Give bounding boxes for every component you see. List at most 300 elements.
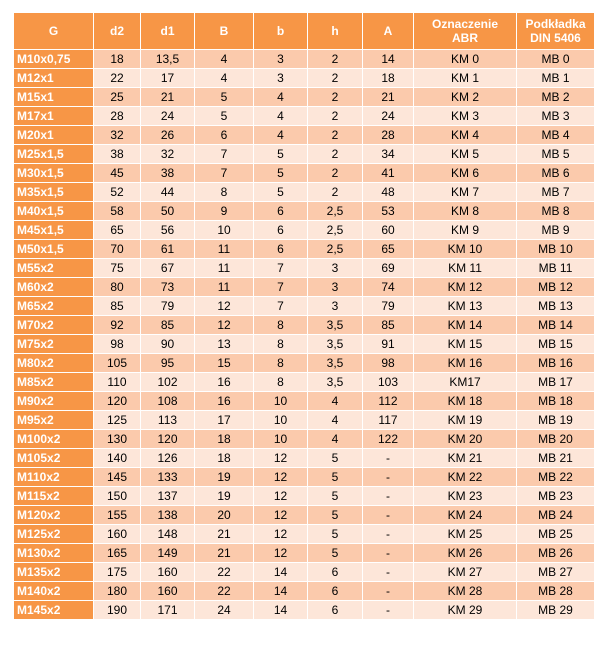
cell-g-thread: M100x2: [14, 430, 94, 449]
cell-A: 60: [363, 221, 414, 240]
cell-B: 7: [195, 145, 254, 164]
header-B: B: [195, 13, 254, 50]
cell-h: 2,5: [308, 240, 363, 259]
cell-d1: 120: [141, 430, 195, 449]
cell-A: 112: [363, 392, 414, 411]
cell-d2: 165: [94, 544, 141, 563]
cell-d2: 92: [94, 316, 141, 335]
cell-B: 7: [195, 164, 254, 183]
cell-din-washer: MB 24: [517, 506, 595, 525]
cell-d2: 28: [94, 107, 141, 126]
cell-abr-designation: KM 27: [414, 563, 517, 582]
cell-din-washer: MB 4: [517, 126, 595, 145]
table-row: [14, 392, 595, 411]
cell-A: 18: [363, 69, 414, 88]
cell-g-thread: M65x2: [14, 297, 94, 316]
cell-abr-designation: KM 18: [414, 392, 517, 411]
cell-abr-designation: KM17: [414, 373, 517, 392]
cell-g-thread: M95x2: [14, 411, 94, 430]
cell-d2: 80: [94, 278, 141, 297]
cell-A: 65: [363, 240, 414, 259]
cell-B: 5: [195, 107, 254, 126]
cell-h: 2: [308, 164, 363, 183]
cell-d2: 98: [94, 335, 141, 354]
cell-A: -: [363, 487, 414, 506]
cell-g-thread: M70x2: [14, 316, 94, 335]
cell-din-washer: MB 28: [517, 582, 595, 601]
cell-A: -: [363, 506, 414, 525]
cell-g-thread: M12x1: [14, 69, 94, 88]
cell-A: -: [363, 601, 414, 620]
cell-h: 3,5: [308, 316, 363, 335]
cell-abr-designation: KM 25: [414, 525, 517, 544]
cell-g-thread: M15x1: [14, 88, 94, 107]
cell-b: 12: [254, 525, 308, 544]
cell-B: 8: [195, 183, 254, 202]
cell-b: 7: [254, 259, 308, 278]
table-row: [14, 563, 595, 582]
cell-h: 5: [308, 506, 363, 525]
cell-abr-designation: KM 12: [414, 278, 517, 297]
cell-B: 12: [195, 297, 254, 316]
cell-g-thread: M20x1: [14, 126, 94, 145]
cell-b: 7: [254, 297, 308, 316]
cell-B: 24: [195, 601, 254, 620]
cell-d2: 45: [94, 164, 141, 183]
cell-din-washer: MB 10: [517, 240, 595, 259]
cell-din-washer: MB 8: [517, 202, 595, 221]
cell-d2: 125: [94, 411, 141, 430]
cell-B: 18: [195, 430, 254, 449]
cell-A: -: [363, 563, 414, 582]
cell-d1: 160: [141, 582, 195, 601]
cell-h: 5: [308, 525, 363, 544]
cell-A: 91: [363, 335, 414, 354]
cell-abr-designation: KM 14: [414, 316, 517, 335]
table-row: [14, 430, 595, 449]
cell-abr-designation: KM 9: [414, 221, 517, 240]
cell-g-thread: M130x2: [14, 544, 94, 563]
cell-abr-designation: KM 7: [414, 183, 517, 202]
cell-A: 53: [363, 202, 414, 221]
cell-B: 22: [195, 563, 254, 582]
cell-A: -: [363, 449, 414, 468]
cell-din-washer: MB 29: [517, 601, 595, 620]
table-row: [14, 145, 595, 164]
cell-h: 3: [308, 259, 363, 278]
table-row: [14, 69, 595, 88]
cell-d1: 102: [141, 373, 195, 392]
cell-abr-designation: KM 11: [414, 259, 517, 278]
cell-A: 85: [363, 316, 414, 335]
cell-d1: 148: [141, 525, 195, 544]
table-row: [14, 601, 595, 620]
cell-d2: 70: [94, 240, 141, 259]
cell-B: 5: [195, 88, 254, 107]
cell-h: 5: [308, 468, 363, 487]
cell-d1: 126: [141, 449, 195, 468]
table-row: [14, 525, 595, 544]
cell-din-washer: MB 16: [517, 354, 595, 373]
cell-h: 6: [308, 582, 363, 601]
cell-abr-designation: KM 26: [414, 544, 517, 563]
header-abr-line2: ABR: [452, 31, 478, 45]
cell-h: 3,5: [308, 373, 363, 392]
table-row: [14, 183, 595, 202]
cell-A: 21: [363, 88, 414, 107]
table-row: [14, 373, 595, 392]
cell-d1: 32: [141, 145, 195, 164]
cell-din-washer: MB 20: [517, 430, 595, 449]
cell-d2: 18: [94, 50, 141, 69]
cell-d2: 65: [94, 221, 141, 240]
cell-d1: 67: [141, 259, 195, 278]
table-row: [14, 297, 595, 316]
table-row: [14, 335, 595, 354]
cell-d1: 79: [141, 297, 195, 316]
table-row: [14, 544, 595, 563]
cell-A: -: [363, 525, 414, 544]
table-row: [14, 487, 595, 506]
table-row: [14, 202, 595, 221]
cell-b: 4: [254, 107, 308, 126]
cell-abr-designation: KM 2: [414, 88, 517, 107]
cell-d1: 171: [141, 601, 195, 620]
cell-g-thread: M110x2: [14, 468, 94, 487]
table-row: [14, 126, 595, 145]
cell-d2: 32: [94, 126, 141, 145]
cell-g-thread: M140x2: [14, 582, 94, 601]
cell-din-washer: MB 27: [517, 563, 595, 582]
cell-b: 8: [254, 316, 308, 335]
cell-abr-designation: KM 1: [414, 69, 517, 88]
cell-abr-designation: KM 22: [414, 468, 517, 487]
cell-b: 10: [254, 411, 308, 430]
cell-d1: 17: [141, 69, 195, 88]
table-row: [14, 240, 595, 259]
header-abr-designation: [414, 13, 517, 50]
cell-B: 4: [195, 50, 254, 69]
header-b: b: [254, 13, 308, 50]
cell-b: 6: [254, 202, 308, 221]
cell-d1: 61: [141, 240, 195, 259]
cell-g-thread: M90x2: [14, 392, 94, 411]
cell-din-washer: MB 12: [517, 278, 595, 297]
cell-A: 34: [363, 145, 414, 164]
cell-h: 3: [308, 278, 363, 297]
cell-din-washer: MB 17: [517, 373, 595, 392]
cell-g-thread: M17x1: [14, 107, 94, 126]
cell-h: 2,5: [308, 202, 363, 221]
cell-b: 12: [254, 449, 308, 468]
cell-B: 13: [195, 335, 254, 354]
cell-g-thread: M55x2: [14, 259, 94, 278]
cell-A: 69: [363, 259, 414, 278]
table-body: [14, 50, 595, 620]
cell-din-washer: MB 6: [517, 164, 595, 183]
cell-din-washer: MB 23: [517, 487, 595, 506]
header-row: [14, 13, 595, 50]
cell-b: 12: [254, 544, 308, 563]
cell-g-thread: M80x2: [14, 354, 94, 373]
cell-b: 4: [254, 88, 308, 107]
cell-h: 3: [308, 297, 363, 316]
table-row: [14, 88, 595, 107]
cell-d1: 38: [141, 164, 195, 183]
cell-B: 21: [195, 525, 254, 544]
cell-d2: 140: [94, 449, 141, 468]
cell-d1: 160: [141, 563, 195, 582]
cell-h: 6: [308, 563, 363, 582]
cell-B: 21: [195, 544, 254, 563]
cell-b: 6: [254, 240, 308, 259]
cell-B: 22: [195, 582, 254, 601]
header-din-line1: Podkładka: [525, 17, 586, 31]
cell-d2: 175: [94, 563, 141, 582]
cell-d1: 137: [141, 487, 195, 506]
cell-h: 2: [308, 183, 363, 202]
cell-d2: 105: [94, 354, 141, 373]
cell-din-washer: MB 25: [517, 525, 595, 544]
cell-abr-designation: KM 19: [414, 411, 517, 430]
cell-d1: 13,5: [141, 50, 195, 69]
cell-abr-designation: KM 6: [414, 164, 517, 183]
cell-b: 8: [254, 335, 308, 354]
cell-g-thread: M145x2: [14, 601, 94, 620]
cell-g-thread: M25x1,5: [14, 145, 94, 164]
cell-din-washer: MB 15: [517, 335, 595, 354]
cell-d2: 145: [94, 468, 141, 487]
cell-d1: 56: [141, 221, 195, 240]
table-row: [14, 582, 595, 601]
cell-B: 20: [195, 506, 254, 525]
cell-h: 4: [308, 411, 363, 430]
table-row: [14, 449, 595, 468]
cell-abr-designation: KM 4: [414, 126, 517, 145]
cell-A: 117: [363, 411, 414, 430]
cell-h: 2: [308, 145, 363, 164]
cell-B: 11: [195, 240, 254, 259]
cell-b: 12: [254, 506, 308, 525]
cell-A: 79: [363, 297, 414, 316]
cell-abr-designation: KM 21: [414, 449, 517, 468]
cell-b: 6: [254, 221, 308, 240]
table-row: [14, 259, 595, 278]
cell-A: 24: [363, 107, 414, 126]
cell-A: 41: [363, 164, 414, 183]
cell-A: 14: [363, 50, 414, 69]
cell-g-thread: M75x2: [14, 335, 94, 354]
cell-g-thread: M50x1,5: [14, 240, 94, 259]
cell-abr-designation: KM 15: [414, 335, 517, 354]
cell-din-washer: MB 9: [517, 221, 595, 240]
cell-abr-designation: KM 8: [414, 202, 517, 221]
cell-g-thread: M115x2: [14, 487, 94, 506]
header-d2: d2: [94, 13, 141, 50]
cell-B: 9: [195, 202, 254, 221]
header-d1: d1: [141, 13, 195, 50]
cell-b: 14: [254, 582, 308, 601]
cell-B: 15: [195, 354, 254, 373]
cell-g-thread: M105x2: [14, 449, 94, 468]
cell-abr-designation: KM 0: [414, 50, 517, 69]
cell-h: 3,5: [308, 335, 363, 354]
cell-h: 2: [308, 126, 363, 145]
cell-B: 11: [195, 278, 254, 297]
cell-A: -: [363, 544, 414, 563]
cell-d1: 50: [141, 202, 195, 221]
cell-h: 2: [308, 88, 363, 107]
cell-abr-designation: KM 20: [414, 430, 517, 449]
cell-h: 4: [308, 392, 363, 411]
cell-d1: 95: [141, 354, 195, 373]
header-h: h: [308, 13, 363, 50]
cell-b: 10: [254, 430, 308, 449]
cell-h: 5: [308, 544, 363, 563]
cell-b: 10: [254, 392, 308, 411]
cell-d1: 44: [141, 183, 195, 202]
cell-A: 48: [363, 183, 414, 202]
table-row: [14, 506, 595, 525]
cell-B: 16: [195, 373, 254, 392]
table-row: [14, 164, 595, 183]
cell-h: 5: [308, 487, 363, 506]
cell-h: 3,5: [308, 354, 363, 373]
table-row: [14, 354, 595, 373]
cell-din-washer: MB 11: [517, 259, 595, 278]
cell-h: 2,5: [308, 221, 363, 240]
cell-A: 122: [363, 430, 414, 449]
cell-B: 17: [195, 411, 254, 430]
cell-din-washer: MB 26: [517, 544, 595, 563]
cell-abr-designation: KM 29: [414, 601, 517, 620]
cell-A: 98: [363, 354, 414, 373]
cell-d2: 110: [94, 373, 141, 392]
cell-d1: 73: [141, 278, 195, 297]
cell-d1: 21: [141, 88, 195, 107]
header-A: A: [363, 13, 414, 50]
cell-b: 5: [254, 183, 308, 202]
cell-b: 5: [254, 145, 308, 164]
cell-B: 18: [195, 449, 254, 468]
cell-abr-designation: KM 16: [414, 354, 517, 373]
cell-din-washer: MB 14: [517, 316, 595, 335]
cell-B: 4: [195, 69, 254, 88]
cell-abr-designation: KM 10: [414, 240, 517, 259]
cell-h: 2: [308, 50, 363, 69]
cell-d2: 25: [94, 88, 141, 107]
cell-din-washer: MB 1: [517, 69, 595, 88]
cell-A: -: [363, 468, 414, 487]
cell-b: 12: [254, 468, 308, 487]
cell-g-thread: M45x1,5: [14, 221, 94, 240]
cell-A: -: [363, 582, 414, 601]
cell-g-thread: M125x2: [14, 525, 94, 544]
cell-A: 74: [363, 278, 414, 297]
cell-g-thread: M40x1,5: [14, 202, 94, 221]
cell-B: 10: [195, 221, 254, 240]
cell-g-thread: M35x1,5: [14, 183, 94, 202]
table-row: [14, 411, 595, 430]
table-header: [14, 13, 595, 50]
cell-abr-designation: KM 3: [414, 107, 517, 126]
cell-b: 4: [254, 126, 308, 145]
cell-B: 19: [195, 487, 254, 506]
cell-abr-designation: KM 5: [414, 145, 517, 164]
cell-h: 2: [308, 69, 363, 88]
cell-b: 12: [254, 487, 308, 506]
cell-abr-designation: KM 13: [414, 297, 517, 316]
table-row: [14, 316, 595, 335]
cell-d2: 150: [94, 487, 141, 506]
cell-din-washer: MB 2: [517, 88, 595, 107]
cell-d1: 133: [141, 468, 195, 487]
cell-g-thread: M135x2: [14, 563, 94, 582]
cell-din-washer: MB 7: [517, 183, 595, 202]
cell-b: 14: [254, 601, 308, 620]
table-row: [14, 278, 595, 297]
cell-d2: 38: [94, 145, 141, 164]
cell-h: 5: [308, 449, 363, 468]
cell-B: 19: [195, 468, 254, 487]
cell-d2: 52: [94, 183, 141, 202]
cell-din-washer: MB 19: [517, 411, 595, 430]
header-din-washer: [517, 13, 595, 50]
table-row: [14, 107, 595, 126]
cell-g-thread: M60x2: [14, 278, 94, 297]
cell-d2: 58: [94, 202, 141, 221]
cell-din-washer: MB 21: [517, 449, 595, 468]
table-row: [14, 468, 595, 487]
cell-din-washer: MB 5: [517, 145, 595, 164]
cell-g-thread: M30x1,5: [14, 164, 94, 183]
table-row: [14, 221, 595, 240]
cell-B: 16: [195, 392, 254, 411]
cell-d2: 190: [94, 601, 141, 620]
table-row: [14, 50, 595, 69]
cell-g-thread: M85x2: [14, 373, 94, 392]
cell-d1: 149: [141, 544, 195, 563]
cell-abr-designation: KM 24: [414, 506, 517, 525]
cell-A: 103: [363, 373, 414, 392]
cell-din-washer: MB 0: [517, 50, 595, 69]
cell-d2: 120: [94, 392, 141, 411]
header-din-line2: DIN 5406: [530, 31, 581, 45]
cell-h: 2: [308, 107, 363, 126]
cell-b: 5: [254, 164, 308, 183]
cell-d2: 85: [94, 297, 141, 316]
cell-abr-designation: KM 23: [414, 487, 517, 506]
cell-d1: 24: [141, 107, 195, 126]
cell-b: 3: [254, 50, 308, 69]
cell-B: 11: [195, 259, 254, 278]
cell-din-washer: MB 22: [517, 468, 595, 487]
cell-d2: 155: [94, 506, 141, 525]
cell-din-washer: MB 13: [517, 297, 595, 316]
cell-d1: 85: [141, 316, 195, 335]
cell-d1: 138: [141, 506, 195, 525]
cell-abr-designation: KM 28: [414, 582, 517, 601]
cell-d2: 130: [94, 430, 141, 449]
cell-h: 4: [308, 430, 363, 449]
cell-h: 6: [308, 601, 363, 620]
cell-d1: 90: [141, 335, 195, 354]
cell-d1: 113: [141, 411, 195, 430]
cell-b: 8: [254, 373, 308, 392]
cell-A: 28: [363, 126, 414, 145]
cell-din-washer: MB 18: [517, 392, 595, 411]
cell-d2: 180: [94, 582, 141, 601]
